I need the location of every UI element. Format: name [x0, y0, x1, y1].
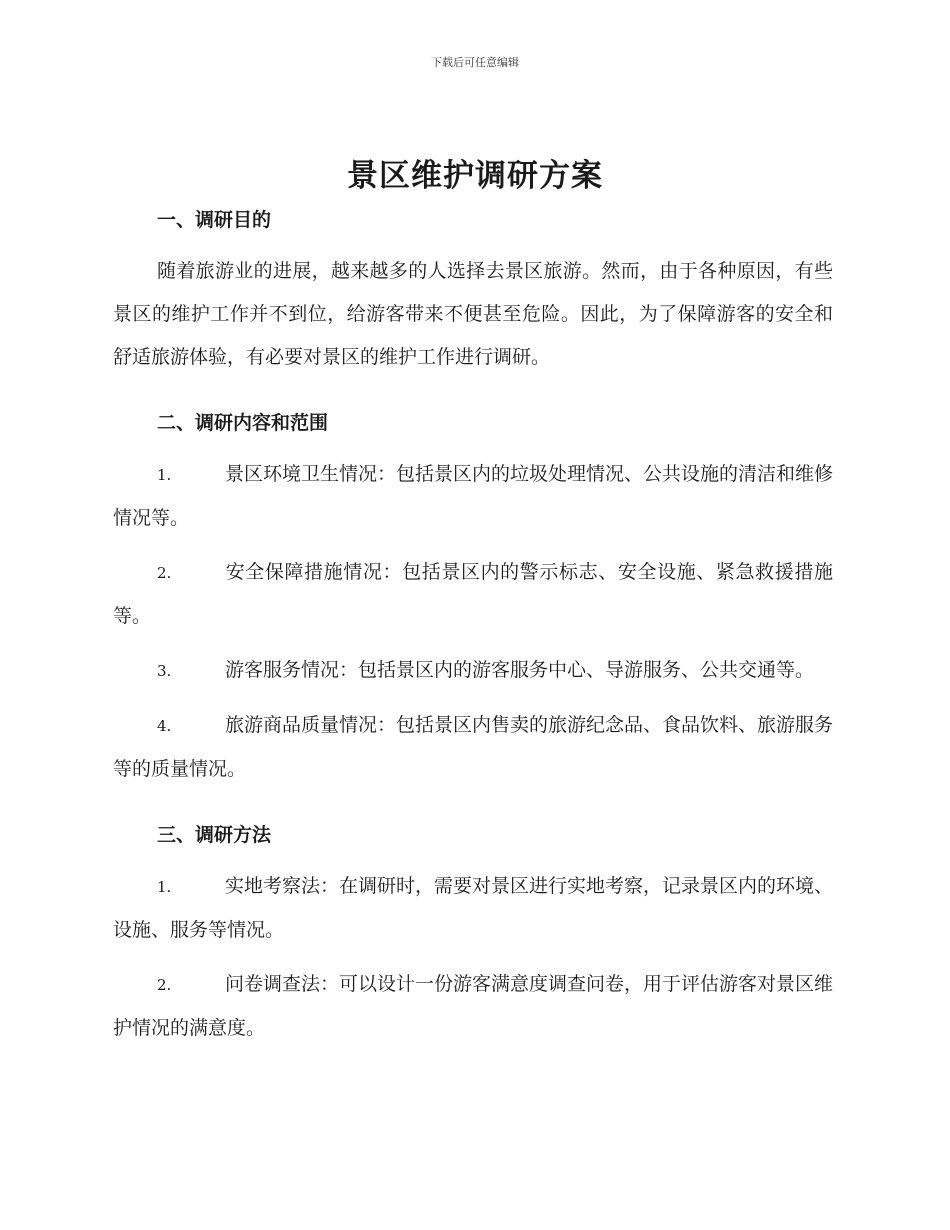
- list-item: [113, 551, 833, 638]
- list-item: [113, 963, 833, 1050]
- list-item-number: 1.: [157, 878, 172, 896]
- list-item: [113, 704, 833, 791]
- list-item-number: 3.: [157, 662, 172, 680]
- list-item-text: 实地考察法：在调研时，需要对景区进行实地考察，记录景区内的环境、设施、服务等情况。: [113, 875, 834, 941]
- list-item-text: 景区环境卫生情况：包括景区内的垃圾处理情况、公共设施的清洁和维修情况等。: [113, 463, 834, 529]
- list-item-text: 安全保障措施情况：包括景区内的警示标志、安全设施、紧急救援措施等。: [113, 561, 833, 627]
- list-item: [113, 649, 833, 693]
- purpose-paragraph: 随着旅游业的进展，越来越多的人选择去景区旅游。然而，由于各种原因，有些景区的维护工作并不到位，给游客带来不便甚至危险。因此，为了保障游客的安全和舒适旅游体验，有必要对景区的维护工作进行调研。: [113, 260, 833, 368]
- list-item: [113, 453, 833, 540]
- document-body: [113, 200, 833, 1050]
- list-item-number: 2.: [157, 976, 172, 994]
- section-heading-purpose: 一、调研目的: [157, 209, 272, 231]
- header-note: 下载后可任意编辑: [431, 56, 519, 69]
- list-item-text: 旅游商品质量情况：包括景区内售卖的旅游纪念品、食品饮料、旅游服务等的质量情况。: [113, 714, 834, 780]
- list-item-number: 2.: [157, 564, 172, 582]
- list-item-text: 问卷调查法：可以设计一份游客满意度调查问卷，用于评估游客对景区维护情况的满意度。: [113, 973, 834, 1039]
- document-title: 景区维护调研方案: [347, 158, 603, 194]
- list-item-number: 1.: [157, 466, 172, 484]
- list-item-text: 游客服务情况：包括景区内的游客服务中心、导游服务、公共交通等。: [225, 659, 815, 681]
- list-item-number: 4.: [157, 717, 172, 735]
- section-heading-methods: 三、调研方法: [157, 824, 272, 846]
- section-heading-content: 二、调研内容和范围: [157, 412, 329, 434]
- list-item: [113, 865, 833, 952]
